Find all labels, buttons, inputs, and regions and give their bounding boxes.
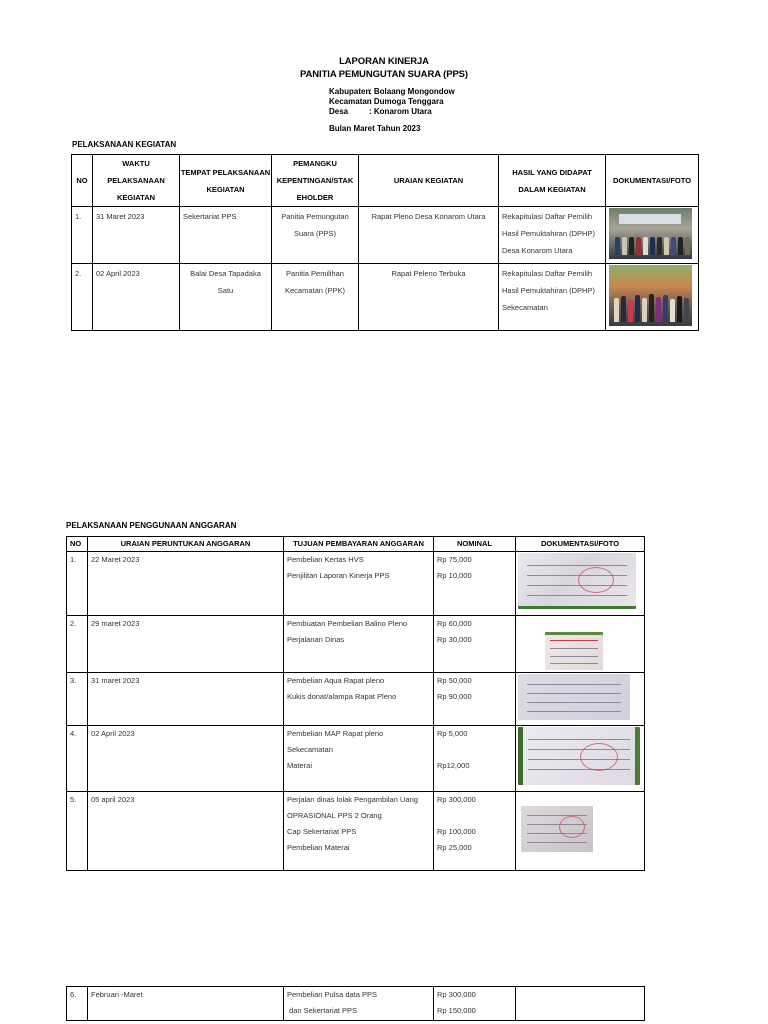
cell-uraian: Februari -Maret — [88, 987, 284, 1021]
cell-nominal — [434, 673, 516, 726]
meta-key: Desa — [329, 107, 349, 116]
cell-dokumentasi — [516, 552, 645, 616]
cell-dokumentasi — [516, 792, 645, 871]
nominal-line: Rp 150,000 — [437, 1006, 476, 1015]
report-subtitle: PANITIA PEMUNGUTAN SUARA (PPS) — [299, 69, 468, 80]
cell-no: 2. — [67, 616, 88, 673]
tujuan-line: Pembelian Aqua Rapat pleno — [287, 676, 385, 685]
table-row — [67, 673, 645, 726]
table-row — [67, 552, 645, 616]
cell-tujuan — [284, 616, 434, 673]
tujuan-line: OPRASIONAL PPS 2 Orang — [287, 811, 382, 820]
cell-nominal — [434, 726, 516, 792]
cell-uraian: Rapat Pleno Desa Konarom Utara — [359, 207, 499, 264]
receipt-photo — [545, 632, 603, 670]
cell-no: 5. — [67, 792, 88, 871]
report-meta — [329, 87, 455, 117]
cell-pemangku: Panitia Pemilihan Kecamatan (PPK) — [272, 264, 359, 331]
meta-value: : Dumoga Tenggara — [369, 97, 444, 106]
receipt-photo — [518, 727, 640, 785]
nominal-line — [437, 808, 512, 824]
table-header-row — [72, 155, 699, 207]
col-header-waktu: WAKTU PELAKSANAAN KEGIATAN — [93, 155, 180, 207]
tujuan-line: Perjalanan Dinas — [287, 635, 345, 644]
cell-uraian: 05 april 2023 — [88, 792, 284, 871]
table-row — [67, 987, 645, 1021]
tujuan-line: Sekecamatan — [287, 745, 333, 754]
cell-no: 2. — [72, 264, 93, 331]
cell-dokumentasi — [516, 726, 645, 792]
tujuan-line: Pembelian Pulsa data PPS — [287, 990, 378, 999]
report-period: Bulan Maret Tahun 2023 — [329, 124, 421, 133]
tujuan-line: Pembelian Materai — [287, 843, 350, 852]
banner-shape — [619, 214, 681, 224]
col-header-uraian: URAIAN PERUNTUKAN ANGGARAN — [88, 537, 284, 552]
meta-row-desa — [329, 107, 455, 117]
table-row — [72, 264, 699, 331]
activity-photo — [609, 265, 692, 326]
cell-waktu: 31 Maret 2023 — [93, 207, 180, 264]
nominal-line: Rp 75,000 — [437, 555, 472, 564]
col-header-tempat: TEMPAT PELAKSANAAN KEGIATAN — [180, 155, 272, 207]
meta-value: : Konarom Utara — [369, 107, 432, 116]
tujuan-line: dan Sekertariat PPS — [287, 1006, 358, 1015]
tujuan-line: Penjilitan Laporan Kinerja PPS — [287, 571, 390, 580]
cell-dokumentasi — [516, 616, 645, 673]
nominal-line: Rp 25,000 — [437, 843, 472, 852]
cell-tempat: Sekertariat PPS — [180, 207, 272, 264]
meta-row-kecamatan — [329, 97, 455, 107]
cell-no: 3. — [67, 673, 88, 726]
col-header-hasil: HASIL YANG DIDAPAT DALAM KEGIATAN — [499, 155, 606, 207]
tujuan-line: Pembelian Kertas HVS — [287, 555, 364, 564]
cell-no: 1. — [67, 552, 88, 616]
nominal-line: Rp 30,000 — [437, 635, 472, 644]
col-header-dokumentasi: DOKUMENTASI/FOTO — [606, 155, 699, 207]
tujuan-line: Pembuatan Pembelian Balino Pleno — [287, 619, 408, 628]
cell-tujuan — [284, 987, 434, 1021]
cell-dokumentasi — [606, 207, 699, 264]
activity-photo — [609, 208, 692, 259]
cell-tujuan — [284, 792, 434, 871]
meta-value: : Bolaang Mongondow — [369, 87, 455, 96]
meta-row-kabupaten — [329, 87, 455, 97]
nominal-line: Rp 100,000 — [437, 827, 476, 836]
cell-hasil: Rekapitulasi Daftar Pemilih Hasil Pemuktahiran (DPHP) Sekecamatan — [499, 264, 606, 331]
col-header-nominal: NOMINAL — [434, 537, 516, 552]
meta-key: Kecamatan — [329, 97, 372, 106]
receipt-photo — [518, 553, 636, 609]
nominal-line: Rp 60,000 — [437, 619, 472, 628]
cell-no: 1. — [72, 207, 93, 264]
cell-uraian: 02 April 2023 — [88, 726, 284, 792]
cell-no: 4. — [67, 726, 88, 792]
cell-uraian: Rapat Peleno Terbuka — [359, 264, 499, 331]
col-header-dokumentasi: DOKUMENTASI/FOTO — [516, 537, 645, 552]
col-header-no: NO — [67, 537, 88, 552]
tujuan-line: Materai — [287, 761, 313, 770]
cell-pemangku: Panitia Pemungutan Suara (PPS) — [272, 207, 359, 264]
cell-no: 6. — [67, 987, 88, 1021]
cell-dokumentasi — [516, 673, 645, 726]
cell-tempat: Balai Desa Tapadaka Satu — [180, 264, 272, 331]
cell-tujuan — [284, 726, 434, 792]
nominal-line — [437, 742, 512, 758]
col-header-no: NO — [72, 155, 93, 207]
tujuan-line: Kukis donat/alampa Rapat Pleno — [287, 692, 397, 701]
table-row — [67, 726, 645, 792]
table-row — [67, 792, 645, 871]
nominal-line: Rp 90,000 — [437, 692, 472, 701]
nominal-line: Rp 300,000 — [437, 795, 476, 804]
cell-hasil: Rekapitulasi Daftar Pemilih Hasil Pemuktahiran (DPHP) Desa Konarom Utara — [499, 207, 606, 264]
col-header-pemangku: PEMANGKU KEPENTINGAN/STAK EHOLDER — [272, 155, 359, 207]
cell-nominal — [434, 792, 516, 871]
anggaran-table-continued — [66, 986, 645, 1021]
receipt-photo — [521, 806, 593, 852]
nominal-line: Rp 5,000 — [437, 729, 468, 738]
cell-uraian: 22 Maret 2023 — [88, 552, 284, 616]
anggaran-table — [66, 536, 645, 871]
col-header-tujuan: TUJUAN PEMBAYARAN ANGGARAN — [284, 537, 434, 552]
section-title-anggaran: PELAKSANAAN PENGGUNAAN ANGGARAN — [66, 521, 237, 530]
tujuan-line: Pembelian MAP Rapat pleno — [287, 729, 384, 738]
cell-dokumentasi — [516, 987, 645, 1021]
cell-nominal — [434, 987, 516, 1021]
meta-key: Kabupaten — [329, 87, 371, 96]
cell-nominal — [434, 552, 516, 616]
report-title: LAPORAN KINERJA — [339, 56, 429, 67]
cell-nominal — [434, 616, 516, 673]
nominal-line: Rp 10,000 — [437, 571, 472, 580]
cell-dokumentasi — [606, 264, 699, 331]
kegiatan-table — [71, 154, 699, 331]
col-header-uraian: URAIAN KEGIATAN — [359, 155, 499, 207]
section-title-kegiatan: PELAKSANAAN KEGIATAN — [72, 140, 177, 149]
nominal-line: Rp12,000 — [437, 761, 470, 770]
cell-uraian: 31 maret 2023 — [88, 673, 284, 726]
table-row — [72, 207, 699, 264]
table-row — [67, 616, 645, 673]
tujuan-line: Perjalan dinas lolak Pengambilan Uang — [287, 795, 418, 804]
cell-waktu: 02 April 2023 — [93, 264, 180, 331]
cell-uraian: 29 maret 2023 — [88, 616, 284, 673]
nominal-line: Rp 300,000 — [437, 990, 476, 999]
receipt-photo — [518, 674, 630, 720]
cell-tujuan — [284, 552, 434, 616]
tujuan-line: Cap Sekertariat PPS — [287, 827, 357, 836]
table-header-row — [67, 537, 645, 552]
cell-tujuan — [284, 673, 434, 726]
nominal-line: Rp 50,000 — [437, 676, 472, 685]
